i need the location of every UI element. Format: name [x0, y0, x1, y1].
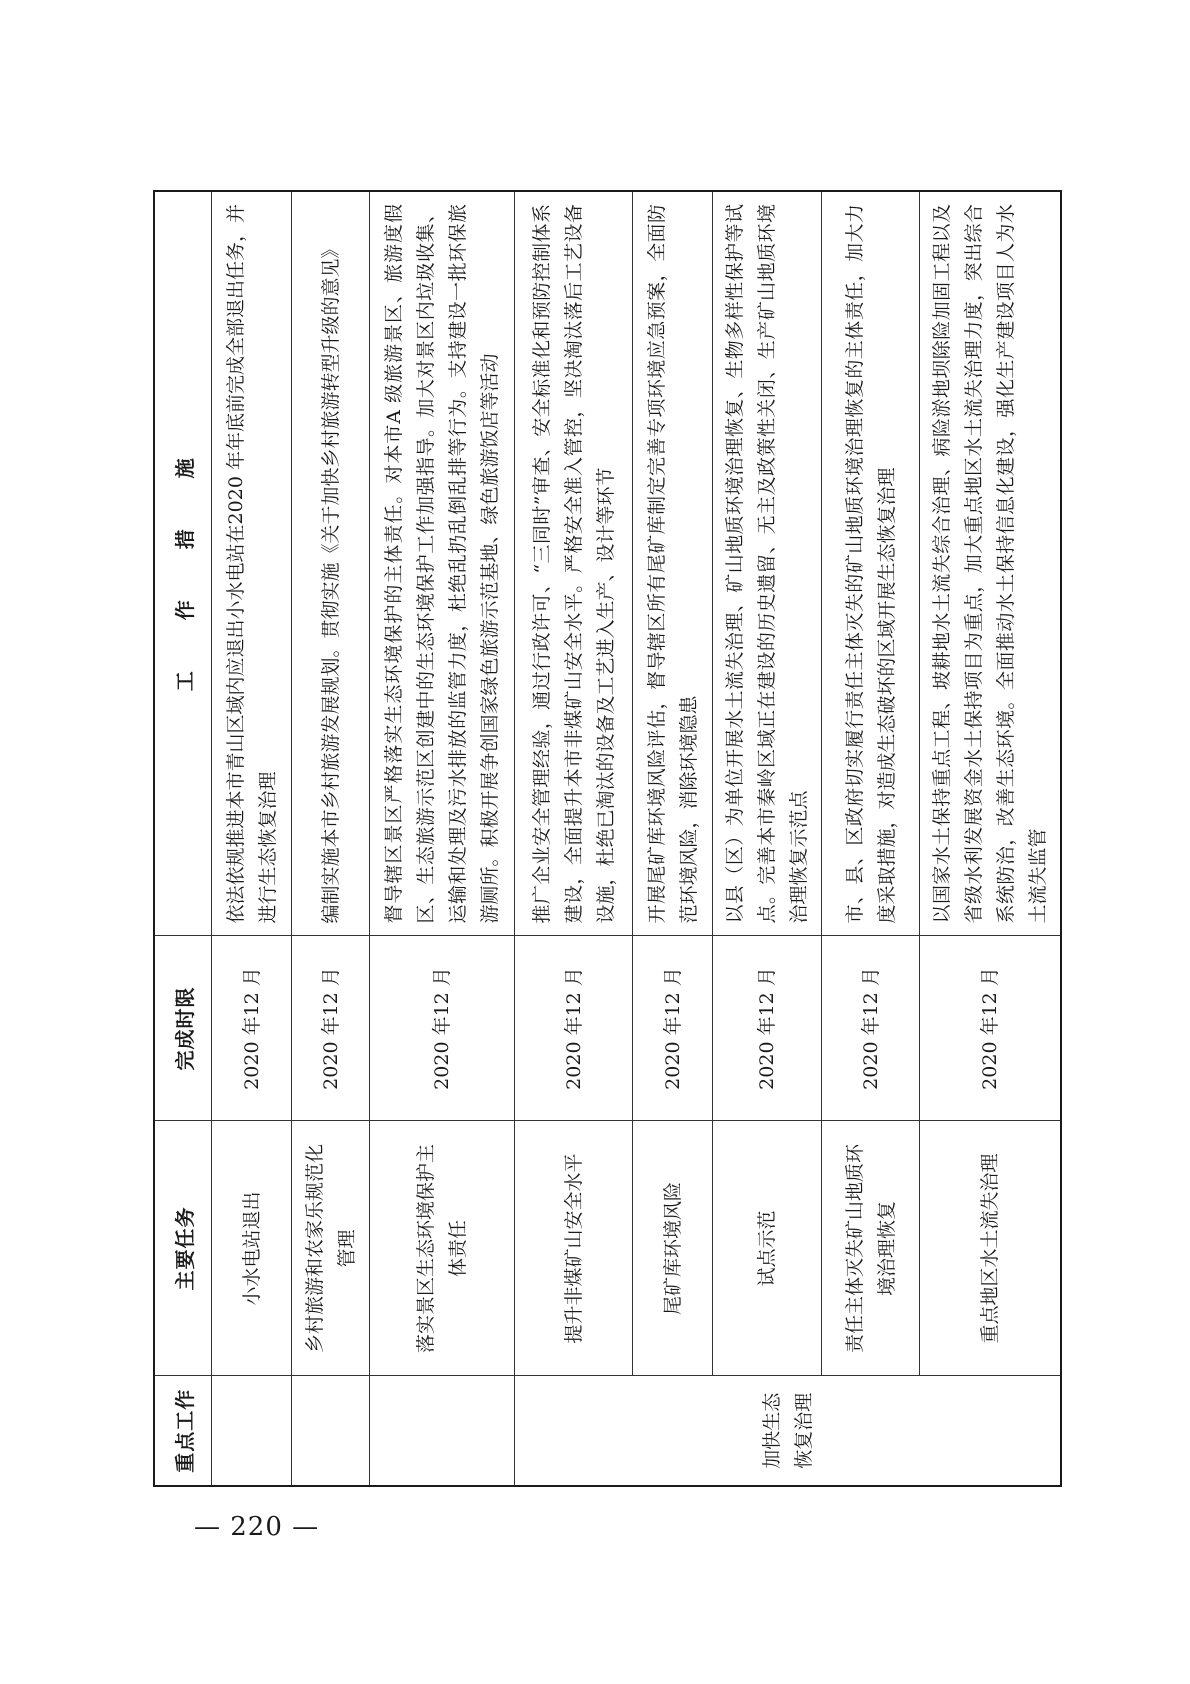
rotated-page — [153, 192, 1049, 1487]
key-work-cell: 加快生态恢复治理 — [515, 1376, 1062, 1486]
header-main-task: 主要任务 — [154, 1121, 212, 1376]
deadline-cell: 2020 年12 月 — [633, 936, 713, 1121]
measures-cell: 督导辖区景区严格落实生态环境保护的主体责任。对本市A 级旅游景区、旅游度假区、生态旅游示范区创建中的生态环境保护工作加强指导。加大对景区内垃圾收集、运输和处理及污水排放的监管力度，杜绝乱扔乱倒乱排等行为。支持建设一批环保旅游厕所。积极开展争创国家绿色旅游示范基地、绿色旅游饭店等活动 — [370, 191, 515, 936]
key-work-cell-empty — [370, 1376, 515, 1486]
task-cell: 落实景区生态环境保护主体责任 — [370, 1121, 515, 1376]
table-row — [633, 191, 713, 1486]
table-row — [370, 191, 515, 1486]
table-header-row — [154, 191, 212, 1486]
deadline-cell: 2020 年12 月 — [370, 936, 515, 1121]
table-row — [713, 191, 822, 1486]
deadline-cell: 2020 年12 月 — [515, 936, 633, 1121]
key-work-cell-empty — [292, 1376, 370, 1486]
table-row — [212, 191, 292, 1486]
table-row — [292, 191, 370, 1486]
task-cell: 试点示范 — [713, 1121, 822, 1376]
task-cell: 提升非煤矿山安全水平 — [515, 1121, 633, 1376]
measures-cell: 推广企业安全管理经验，通过行政许可、“三同时”审查、安全标准化和预防控制体系建设，全面提升本市非煤矿山安全水平。严格安全准入管控，坚决淘汰落后工艺设备设施，杜绝已淘汰的设备及工艺进入生产、设计等环节 — [515, 191, 633, 936]
table-row — [515, 191, 633, 1486]
deadline-cell: 2020 年12 月 — [212, 936, 292, 1121]
deadline-cell: 2020 年12 月 — [920, 936, 1062, 1121]
deadline-cell: 2020 年12 月 — [292, 936, 370, 1121]
header-key-work: 重点工作 — [154, 1376, 212, 1486]
task-cell: 乡村旅游和农家乐规范化管理 — [292, 1121, 370, 1376]
work-measures-table — [153, 190, 1062, 1487]
measures-cell: 开展尾矿库环境风险评估，督导辖区所有尾矿库制定完善专项环境应急预案，全面防范环境风险，消除环境隐患 — [633, 191, 713, 936]
measures-cell: 以国家水土保持重点工程、坡耕地水土流失综合治理、病险淤地坝除险加固工程以及省级水利发展资金水土保持项目为重点，加大重点地区水土流失治理力度，突出综合系统防治，改善生态环境。全面推动水土保持信息化建设，强化生产建设项目人为水土流失监管 — [920, 191, 1062, 936]
header-deadline: 完成时限 — [154, 936, 212, 1121]
measures-cell: 以县（区）为单位开展水土流失治理、矿山地质环境治理恢复、生物多样性保护等试点。完善本市秦岭区域正在建设的历史遗留、无主及政策性关闭、生产矿山地质环境治理恢复示范点 — [713, 191, 822, 936]
page-number: — 220 — — [194, 1512, 320, 1542]
deadline-cell: 2020 年12 月 — [713, 936, 822, 1121]
task-cell: 小水电站退出 — [212, 1121, 292, 1376]
task-cell: 尾矿库环境风险 — [633, 1121, 713, 1376]
measures-cell: 依法依规推进本市青山区域内应退出小水电站在2020 年年底前完成全部退出任务，并进行生态恢复治理 — [212, 191, 292, 936]
measures-cell: 编制实施本市乡村旅游发展规划。贯彻实施《关于加快乡村旅游转型升级的意见》 — [292, 191, 370, 936]
table-row — [822, 191, 920, 1486]
table-row — [920, 191, 1062, 1486]
deadline-cell: 2020 年12 月 — [822, 936, 920, 1121]
key-work-cell-empty — [212, 1376, 292, 1486]
task-cell: 重点地区水土流失治理 — [920, 1121, 1062, 1376]
task-cell: 责任主体灭失矿山地质环境治理恢复 — [822, 1121, 920, 1376]
header-measures: 工 作 措 施 — [154, 191, 212, 936]
measures-cell: 市、县、区政府切实履行责任主体灭失的矿山地质环境治理恢复的主体责任，加大力度采取措施，对造成生态破坏的区域开展生态恢复治理 — [822, 191, 920, 936]
